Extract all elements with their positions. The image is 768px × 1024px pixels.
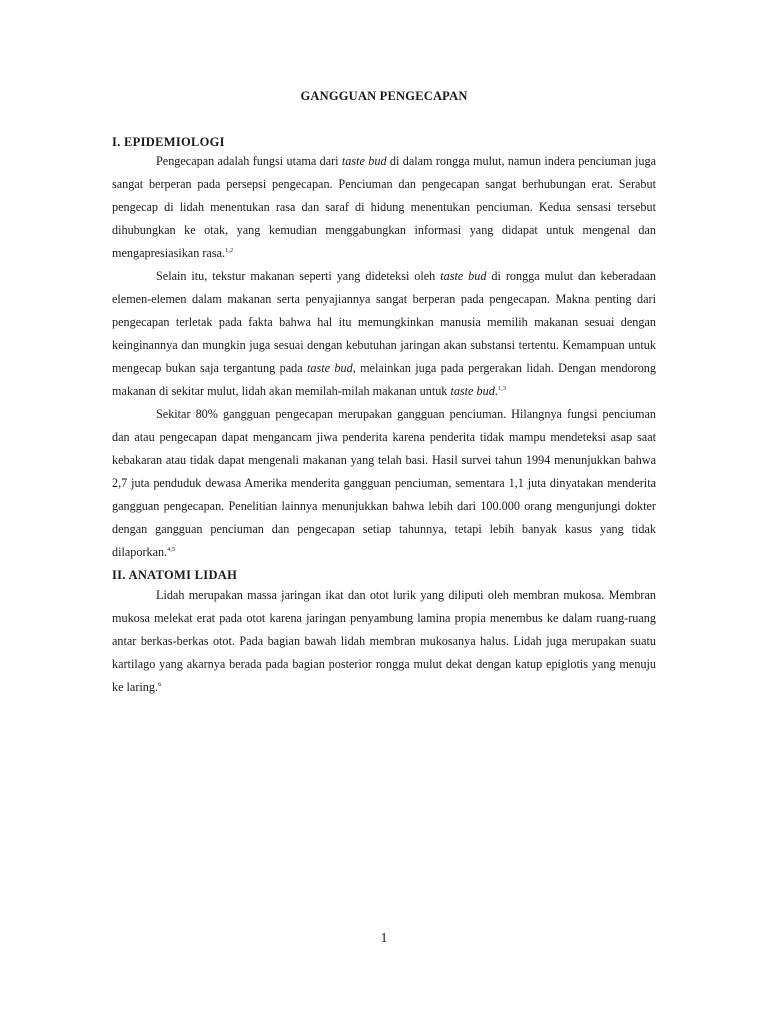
section-body-anatomi-lidah <box>112 584 656 699</box>
paragraph <box>112 584 656 699</box>
italic-term: taste bud <box>341 154 387 168</box>
page-number: 1 <box>380 931 388 946</box>
section-body-epidemiologi <box>112 150 656 564</box>
paragraph-text: di dalam rongga mulut, namun indera penciuman juga sangat berperan pada persepsi pengecapan. Penciuman dan pengecapan sangat berhubungan erat. Serabut pengecap di lidah menentukan rasa dan saraf di hidung menentukan penciuman. Kedua sensasi tersebut dihubungkan ke otak, yang kemudian menggabungkan informasi yang didapat untuk mengenal dan mengapresiasikan rasa. <box>112 154 656 260</box>
paragraph <box>112 265 656 403</box>
citation-ref: 6 <box>158 681 162 688</box>
paragraph-text: , melainkan juga pada pergerakan lidah. Dengan mendorong makanan di sekitar mulut, lidah akan memilah-milah makanan untuk <box>112 361 656 398</box>
citation-ref: 1,3 <box>497 385 506 392</box>
italic-term: taste bud <box>307 361 353 375</box>
italic-term: taste bud <box>440 269 487 283</box>
italic-term: taste bud <box>450 384 495 398</box>
paragraph-text: . <box>494 384 498 398</box>
paragraph-text: di rongga mulut dan keberadaan elemen-elemen dalam makanan serta penyajiannya sangat berperan pada pengecapan. Makna penting dari pengecapan terletak pada fakta bahwa hal itu memungkinkan manusia memilih makanan sesuai dengan keinginannya dan mungkin juga sesuai dengan kebutuhan jaringan akan substansi tertentu. Kemampuan untuk mengecap bukan saja tergantung pada <box>112 269 657 375</box>
paragraph-text: Lidah merupakan massa jaringan ikat dan otot lurik yang diliputi oleh membran mukosa. Membran mukosa melekat erat pada otot karena jaringan penyambung lamina propia menembus ke dalam ruang-ruang antar berkas-berkas otot. Pada bagian bawah lidah membran mukosanya halus. Lidah juga merupakan suatu kartilago yang akarnya berada pada bagian posterior rongga mulut dekat dengan katup epiglotis yang menuju ke laring. <box>112 588 656 694</box>
citation-ref: 1,2 <box>225 247 234 254</box>
paragraph <box>112 150 656 265</box>
document-title: GANGGUAN PENGECAPAN <box>300 89 468 103</box>
section-heading-epidemiologi: I. EPIDEMIOLOGI <box>112 135 225 149</box>
paragraph-text: Pengecapan adalah fungsi utama dari <box>156 154 342 168</box>
section-heading-anatomi-lidah: II. ANATOMI LIDAH <box>112 568 238 582</box>
paragraph-text: Selain itu, tekstur makanan seperti yang dideteksi oleh <box>156 269 441 283</box>
citation-ref: 4,5 <box>167 546 176 553</box>
paragraph <box>112 403 656 564</box>
paragraph-text: Sekitar 80% gangguan pengecapan merupakan gangguan penciuman. Hilangnya fungsi penciuman dan atau pengecapan dapat mengancam jiwa penderita karena penderita tidak mampu mendeteksi asap saat kebakaran atau tidak dapat mengenali makanan yang telah basi. Hasil survei tahun 1994 menunjukkan bahwa 2,7 juta penduduk dewasa Amerika menderita gangguan penciuman, sementara 1,1 juta dinyatakan menderita gangguan pengecapan. Penelitian lainnya menunjukkan bahwa lebih dari 100.000 orang mengunjungi dokter dengan gangguan penciuman dan pengecapan setiap tahunnya, tetapi lebih banyak kasus yang tidak dilaporkan. <box>112 407 656 559</box>
